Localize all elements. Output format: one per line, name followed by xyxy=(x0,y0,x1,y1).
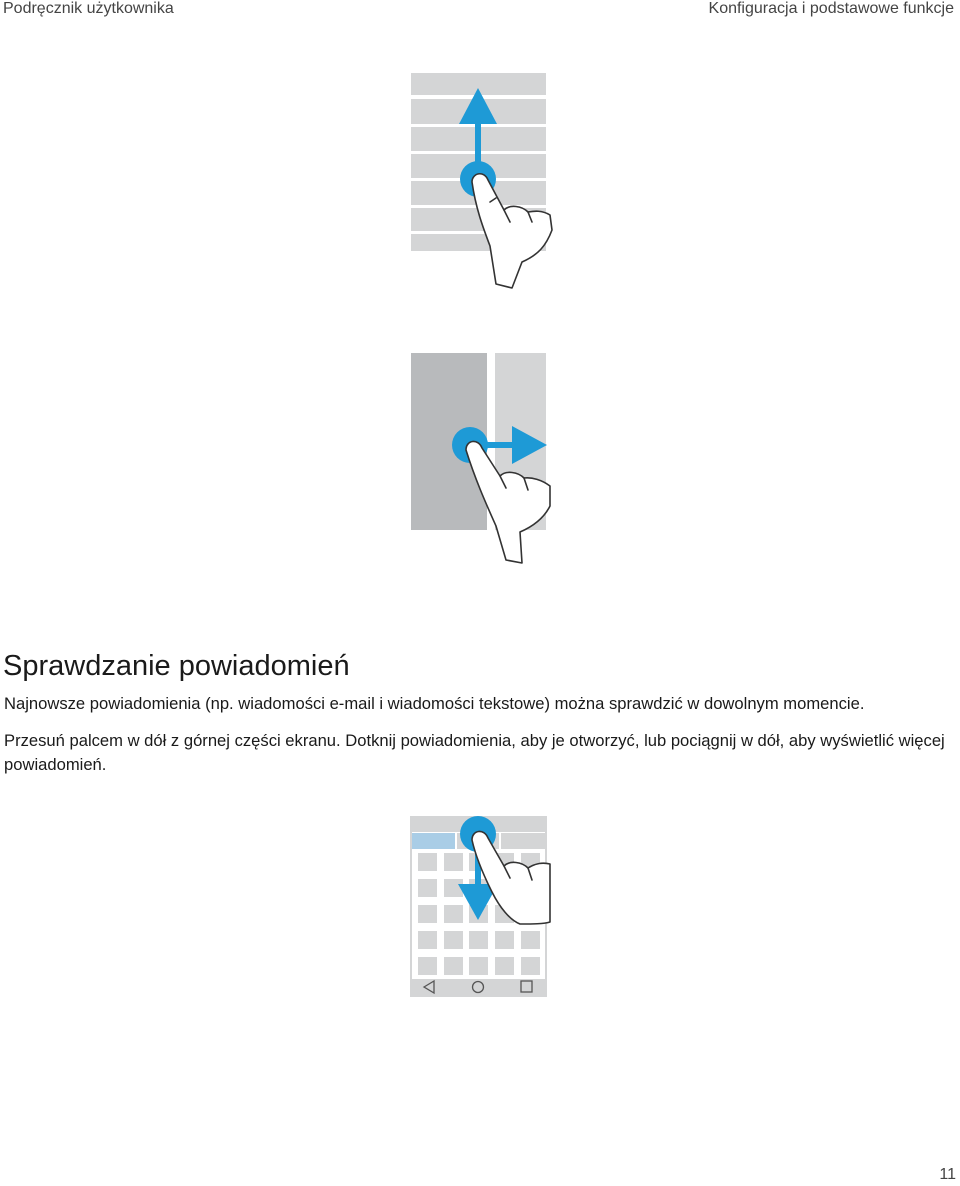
paragraph-intro: Najnowsze powiadomienia (np. wiadomości e-mail i wiadomości tekstowe) można sprawdzić w dowolnym momencie. xyxy=(4,694,865,713)
paragraph-instructions: Przesuń palcem w dół z górnej części ekranu. Dotknij powiadomienia, aby je otworzyć, lub pociągnij w dół, aby wyświetlić więcej powiadomień. xyxy=(4,731,945,774)
swipe-up-figure xyxy=(400,70,570,295)
section-title: Sprawdzanie powiadomień xyxy=(3,650,350,682)
swipe-down-figure xyxy=(400,812,570,1002)
header-chapter-title: Konfiguracja i podstawowe funkcje xyxy=(708,0,954,17)
page-number: 11 xyxy=(939,1166,956,1183)
header-document-title: Podręcznik użytkownika xyxy=(3,0,174,17)
swipe-right-figure xyxy=(400,348,570,573)
